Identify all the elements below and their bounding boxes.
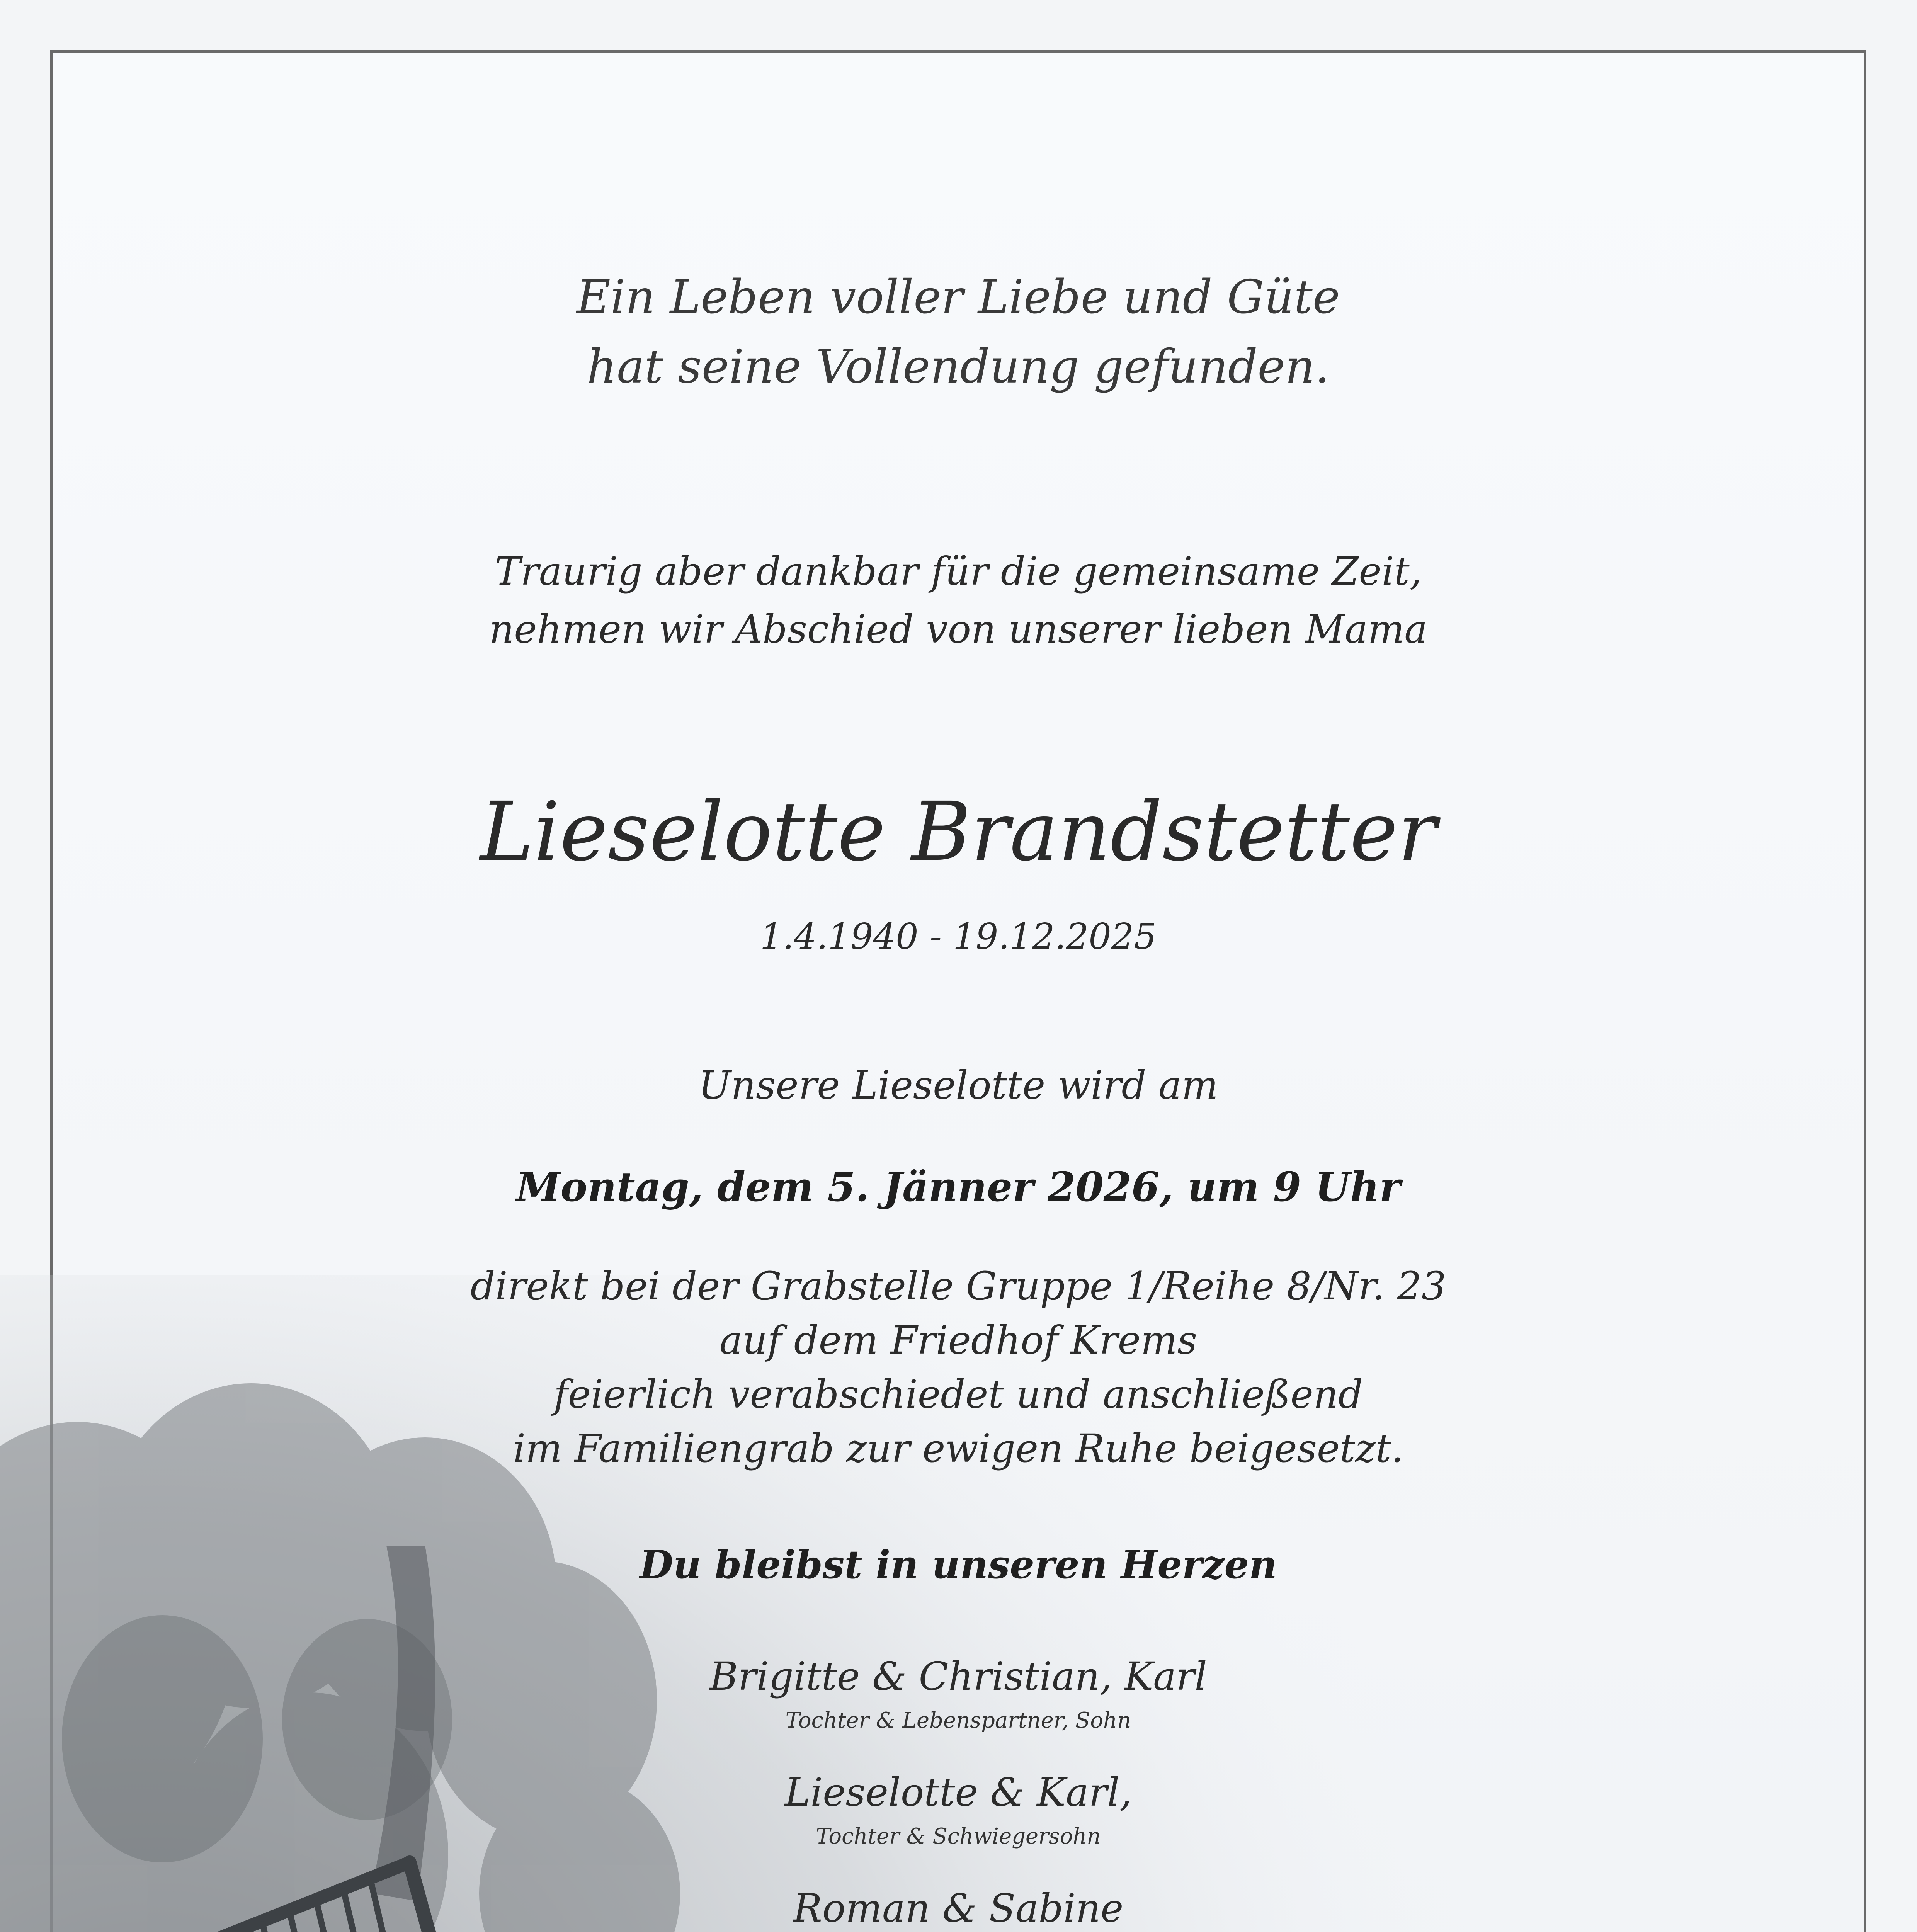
ceremony-date: Montag, dem 5. Jänner 2026, um 9 Uhr bbox=[516, 1163, 1401, 1211]
motto-line-1: Ein Leben voller Liebe und Güte bbox=[577, 270, 1340, 324]
mourner-name: Roman & Sabine bbox=[793, 1886, 1124, 1931]
intro-line-2: nehmen wir Abschied von unserer lieben Mama bbox=[489, 607, 1428, 652]
ceremony-line-3: feierlich verabschiedet und anschließend bbox=[553, 1372, 1363, 1417]
mourner-relation: Tochter & Schwiegersohn bbox=[816, 1824, 1101, 1849]
mourner-name: Brigitte & Christian, Karl bbox=[709, 1654, 1207, 1699]
deceased-name: Lieselotte Brandstetter bbox=[480, 784, 1437, 879]
mourner-name: Lieselotte & Karl, bbox=[784, 1770, 1132, 1815]
motto-line-2: hat seine Vollendung gefunden. bbox=[587, 340, 1330, 394]
ceremony-line-4: im Familiengrab zur ewigen Ruhe beigesetzt. bbox=[513, 1426, 1403, 1471]
deceased-dates: 1.4.1940 - 19.12.2025 bbox=[760, 916, 1157, 957]
ceremony-lead: Unsere Lieselotte wird am bbox=[698, 1063, 1218, 1108]
ceremony-line-1: direkt bei der Grabstelle Gruppe 1/Reihe 8/Nr. 23 bbox=[470, 1264, 1446, 1309]
mourner-relation: Tochter & Lebenspartner, Sohn bbox=[785, 1708, 1131, 1733]
ceremony-line-2: auf dem Friedhof Krems bbox=[719, 1318, 1197, 1363]
closing-line: Du bleibst in unseren Herzen bbox=[640, 1542, 1277, 1587]
notice-content bbox=[50, 0, 1866, 1932]
intro-line-1: Traurig aber dankbar für die gemeinsame Zeit, bbox=[495, 549, 1422, 594]
